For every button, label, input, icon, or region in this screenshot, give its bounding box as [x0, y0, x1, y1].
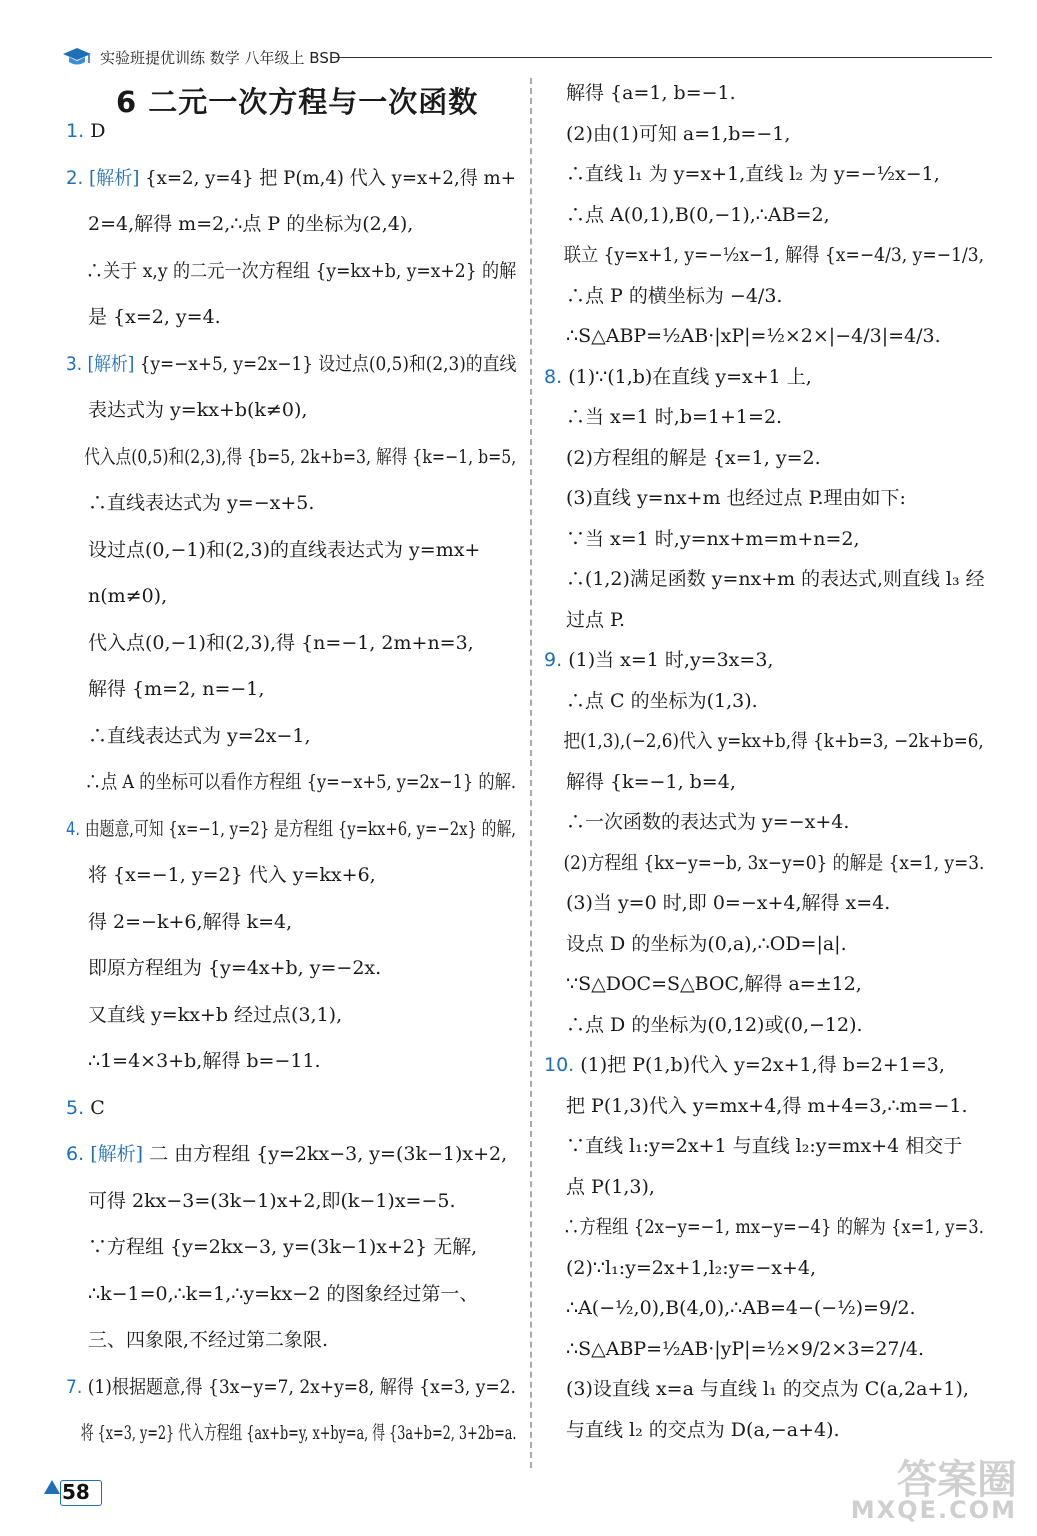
question-number: 8. [544, 365, 563, 388]
answer-text: ∴点 C 的坐标为(1,3). [566, 689, 758, 712]
answer-line [544, 445, 821, 471]
answer-text: 将 {x=−1, y=2} 代入 y=kx+6, [88, 864, 376, 886]
answer-text: ∵直线 l₁:y=2x+1 与直线 l₂:y=mx+4 相交于 [566, 1135, 963, 1157]
answer-line [544, 1376, 969, 1402]
answer-line [544, 202, 830, 228]
answer-line [544, 526, 860, 552]
answer-text: (1)根据题意,得 {3x−y=7, 2x+y=8, 解得 {x=3, y=2. [87, 1375, 516, 1398]
answer-text: ∴S△ABP=½AB·|xP|=½×2×|−4/3|=4/3. [566, 325, 941, 347]
answer-text: ∴直线表达式为 y=2x−1, [88, 724, 311, 747]
question-number: 4. [66, 817, 81, 840]
answer-text: 2=4,解得 m=2,∴点 P 的坐标为(2,4), [88, 213, 414, 235]
answer-text: 与直线 l₂ 的交点为 D(a,−a+4). [566, 1418, 840, 1441]
watermark-text: 答案圈 [897, 1457, 1017, 1503]
answer-text: 可得 2kx−3=(3k−1)x+2,即(k−1)x=−5. [88, 1189, 456, 1212]
answer-line [544, 1295, 916, 1321]
answer-line [66, 304, 221, 330]
answer-text: ∴一次函数的表达式为 y=−x+4. [566, 811, 850, 833]
answer-text: ∴直线表达式为 y=−x+5. [88, 492, 315, 514]
answer-text: ∴k−1=0,∴k=1,∴y=kx−2 的图象经过第一、 [88, 1282, 479, 1305]
answer-line [66, 537, 480, 563]
page-number: 58 [62, 1480, 90, 1504]
answer-line [544, 566, 985, 592]
answer-text: 设点 D 的坐标为(0,a),∴OD=|a|. [566, 932, 847, 955]
answer-line [544, 283, 782, 309]
answer-line [66, 211, 413, 237]
answer-text: (2)方程组 {kx−y=−b, 3x−y=0} 的解是 {x=1, y=3. [563, 851, 985, 874]
page-number-badge [44, 1478, 104, 1508]
answer-line [544, 1255, 816, 1281]
answer-line [66, 862, 376, 888]
answer-text: ∴点 D 的坐标为(0,12)或(0,−12). [566, 1013, 863, 1036]
answer-line [544, 971, 862, 997]
question-number: 2. [66, 166, 84, 189]
answer-text: {y=−x+5, y=2x−1} 设过点(0,5)和(2,3)的直线 [139, 352, 517, 375]
column-divider [530, 78, 532, 1468]
arrow-up-icon [44, 1480, 60, 1494]
answer-line [66, 1420, 516, 1446]
header-rule [332, 57, 992, 58]
answer-line [66, 397, 307, 423]
answer-text: ∵当 x=1 时,y=nx+m=m+n=2, [566, 527, 860, 550]
answer-text: 即原方程组为 {y=4x+b, y=−2x. [88, 957, 382, 979]
answer-line [66, 1327, 328, 1353]
answer-line [544, 688, 758, 714]
answer-line [544, 1012, 863, 1038]
watermark [797, 1448, 1017, 1528]
answer-text: 将 {x=3, y=2} 代入方程组 {ax+b=y, x+by=a, 得 {3a+b=2, 3+2b=a. [80, 1422, 517, 1444]
answer-text: ∴直线 l₁ 为 y=x+1,直线 l₂ 为 y=−½x−1, [566, 163, 940, 185]
answer-text: 代入点(0,−1)和(2,3),得 {n=−1, 2m+n=3, [88, 631, 474, 654]
answer-line [544, 1133, 962, 1159]
answer-text: ∴点 P 的横坐标为 −4/3. [566, 284, 783, 307]
answer-text: 点 P(1,3), [566, 1175, 655, 1198]
answer-text: (3)直线 y=nx+m 也经过点 P.理由如下: [566, 487, 906, 509]
answer-line [544, 1093, 968, 1119]
answer-text: ∴点 A(0,1),B(0,−1),∴AB=2, [566, 203, 830, 226]
answer-line [66, 1374, 516, 1400]
answer-text: C [90, 1096, 105, 1119]
answer-text: 联立 {y=x+1, y=−½x−1, 解得 {x=−4/3, y=−1/3, [563, 244, 985, 266]
answer-line [66, 258, 516, 284]
answer-line [66, 444, 516, 470]
answer-line [544, 121, 790, 147]
answer-line [544, 80, 736, 106]
answer-text: ∴关于 x,y 的二元一次方程组 {y=kx+b, y=x+2} 的解 [85, 259, 517, 282]
answer-text: (3)设直线 x=a 与直线 l₁ 的交点为 C(a,2a+1), [566, 1378, 969, 1400]
header-title: 实验班提优训练 数学 八年级上 BSD [100, 49, 341, 67]
answer-line [544, 364, 812, 390]
answer-text: 把 P(1,3)代入 y=mx+4,得 m+4=3,∴m=−1. [566, 1094, 968, 1117]
answer-line [66, 909, 292, 935]
answer-text: ∴当 x=1 时,b=1+1=2. [566, 406, 783, 428]
analysis-tag: [解析] [90, 1143, 144, 1165]
analysis-tag: [解析] [87, 352, 135, 375]
answer-text: 设过点(0,−1)和(2,3)的直线表达式为 y=mx+ [88, 538, 481, 561]
answer-line [66, 723, 311, 749]
answer-text: 过点 P. [566, 608, 626, 631]
answer-line [544, 769, 736, 795]
answer-text: (1)当 x=1 时,y=3x=3, [568, 649, 774, 671]
answer-line [544, 485, 906, 511]
answer-line [544, 728, 984, 754]
question-number: 1. [66, 120, 85, 142]
answer-text: 二 由方程组 {y=2kx−3, y=(3k−1)x+2, [149, 1143, 508, 1165]
answer-line [544, 1174, 655, 1200]
answer-text: ∴1=4×3+b,解得 b=−11. [88, 1050, 321, 1072]
question-number: 9. [544, 649, 563, 671]
answer-line [544, 931, 847, 957]
answer-line [66, 118, 105, 144]
answer-line [544, 1052, 945, 1078]
answer-text: (2)方程组的解是 {x=1, y=2. [566, 446, 821, 469]
question-number: 7. [66, 1375, 83, 1398]
answer-line [66, 676, 264, 702]
answer-text: 代入点(0,5)和(2,3),得 {b=5, 2k+b=3, 解得 {k=−1, b=5, [84, 445, 517, 468]
answer-line [544, 404, 782, 430]
answer-text: (1)∵(1,b)在直线 y=x+1 上, [568, 365, 812, 388]
answer-line [544, 890, 890, 916]
answer-text: 解得 {m=2, n=−1, [88, 678, 265, 700]
answer-line [66, 630, 474, 656]
answer-text: ∵方程组 {y=2kx−3, y=(3k−1)x+2} 无解, [88, 1236, 478, 1258]
answer-text: D [90, 120, 106, 142]
answer-line [66, 351, 516, 377]
answer-line [66, 769, 516, 795]
answer-line [544, 647, 773, 673]
answer-line [66, 955, 381, 981]
section-title: 6 二元一次方程与一次函数 [116, 85, 479, 119]
answer-line [66, 1095, 105, 1121]
answer-text: ∴(1,2)满足函数 y=nx+m 的表达式,则直线 l₃ 经 [565, 568, 985, 590]
answer-text: (2)∵l₁:y=2x+1,l₂:y=−x+4, [566, 1256, 817, 1279]
answer-line [544, 850, 984, 876]
answer-text: {x=2, y=4} 把 P(m,4) 代入 y=x+2,得 m+ [145, 166, 516, 189]
answer-line [544, 323, 941, 349]
answer-line [66, 1234, 477, 1260]
answer-line [66, 1281, 478, 1307]
answer-text: 解得 {k=−1, b=4, [566, 770, 736, 793]
answer-text: (3)当 y=0 时,即 0=−x+4,解得 x=4. [566, 892, 891, 914]
answer-text: ∵S△DOC=S△BOC,解得 a=±12, [566, 973, 862, 995]
answer-text: 把(1,3),(−2,6)代入 y=kx+b,得 {k+b=3, −2k+b=6, [563, 730, 984, 752]
answer-line [544, 809, 849, 835]
question-number: 5. [66, 1096, 85, 1119]
answer-text: 得 2=−k+6,解得 k=4, [88, 910, 293, 933]
analysis-tag: [解析] [89, 166, 140, 189]
answer-line [66, 816, 516, 842]
answer-text: (1)把 P(1,b)代入 y=2x+1,得 b=2+1=3, [580, 1054, 945, 1076]
answer-text: ∴点 A 的坐标可以看作方程组 {y=−x+5, y=2x−1} 的解. [84, 771, 517, 793]
question-number: 6. [66, 1143, 85, 1165]
answer-text: 由题意,可知 {x=−1, y=2} 是方程组 {y=kx+6, y=−2x} 的解, [84, 817, 516, 840]
answer-line [66, 1188, 456, 1214]
answer-line [544, 1336, 924, 1362]
question-number: 10. [544, 1054, 575, 1076]
answer-line [544, 1417, 840, 1443]
answer-text: ∴方程组 {2x−y=−1, mx−y=−4} 的解为 {x=1, y=3. [562, 1216, 984, 1238]
watermark-url: MXQE.COM [850, 1496, 1017, 1524]
answer-line [66, 1048, 321, 1074]
answer-text: n(m≠0), [88, 585, 168, 607]
page-header [62, 44, 992, 70]
answer-line [66, 1141, 507, 1167]
answer-line [66, 1002, 342, 1028]
answer-line [544, 607, 625, 633]
question-number: 3. [66, 352, 83, 375]
answer-line [66, 165, 516, 191]
answer-line [66, 490, 314, 516]
answer-line [66, 583, 167, 609]
graduation-cap-icon [62, 46, 92, 68]
answer-text: ∴A(−½,0),B(4,0),∴AB=4−(−½)=9/2. [566, 1297, 916, 1319]
answer-line [544, 242, 984, 268]
answer-text: 解得 {a=1, b=−1. [566, 82, 736, 104]
answer-line [544, 1214, 984, 1240]
answer-text: 表达式为 y=kx+b(k≠0), [88, 399, 308, 421]
answer-line [544, 161, 940, 187]
answer-text: 是 {x=2, y=4. [88, 306, 221, 328]
answer-text: (2)由(1)可知 a=1,b=−1, [566, 122, 791, 145]
answer-text: ∴S△ABP=½AB·|yP|=½×9/2×3=27/4. [566, 1337, 925, 1360]
answer-text: 三、四象限,不经过第二象限. [88, 1329, 329, 1351]
answer-text: 又直线 y=kx+b 经过点(3,1), [88, 1003, 343, 1026]
